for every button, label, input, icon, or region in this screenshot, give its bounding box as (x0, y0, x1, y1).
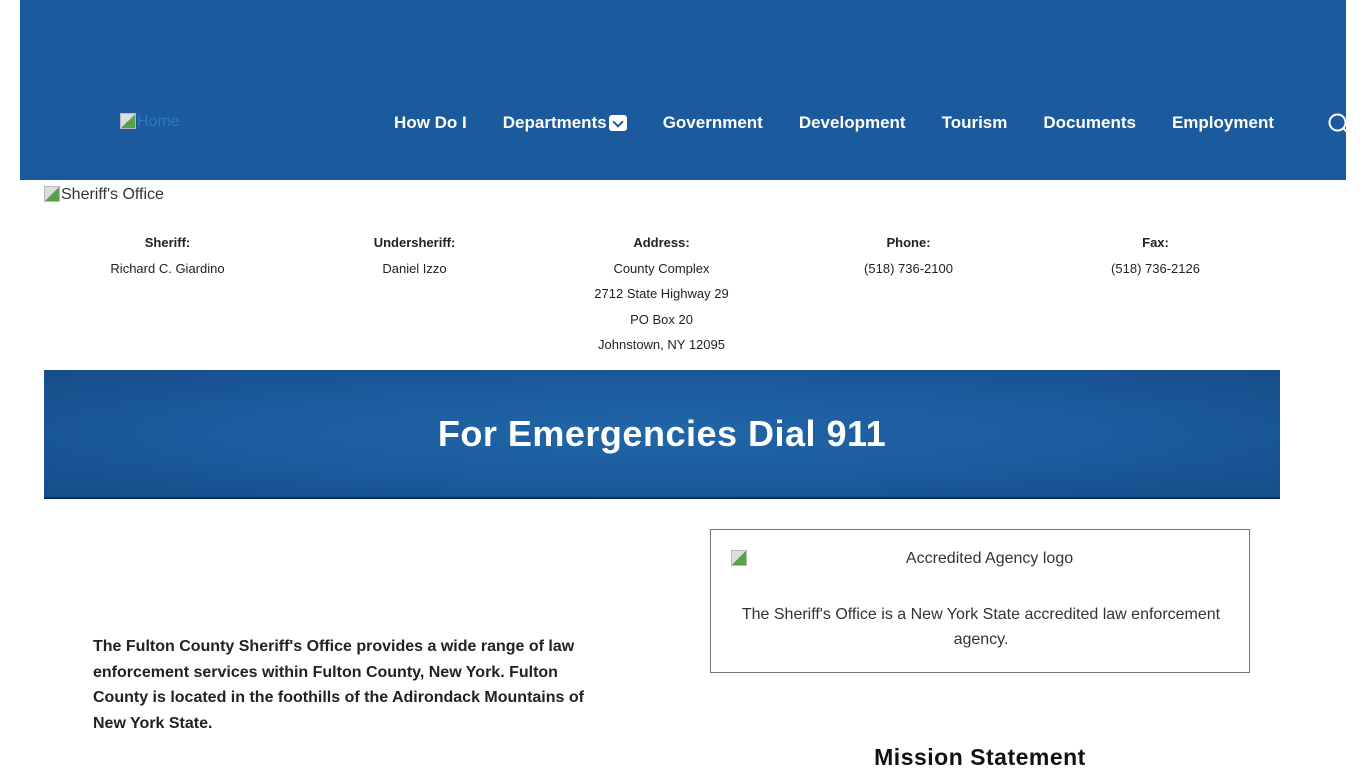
accreditation-text: The Sheriff's Office is a New York State accredited law enforcement agency. (741, 606, 1221, 648)
contact-info (44, 230, 1280, 358)
info-undersheriff (291, 230, 538, 358)
logo-alt-text: Home (137, 113, 180, 130)
sheriffs-office-image (44, 186, 164, 204)
main-nav (358, 113, 1274, 133)
nav-departments[interactable] (503, 113, 627, 133)
info-value: (518) 736-2126 (1111, 260, 1200, 276)
info-fax (1032, 230, 1279, 358)
info-value: (518) 736-2100 (864, 260, 953, 276)
info-phone (785, 230, 1032, 358)
nav-documents[interactable]: Documents (1043, 113, 1136, 132)
nav-how-do-i[interactable]: How Do I (394, 113, 467, 132)
nav-development[interactable]: Development (798, 113, 906, 132)
info-label: Phone: (886, 235, 931, 250)
info-value: PO Box 20 (630, 311, 693, 327)
intro-paragraph: The Fulton County Sheriff's Office provides a wide range of law enforcement services within Fulton County, New York. Fulton County is located in the foothills of the Adirondack Mountains of New York State. (93, 638, 584, 732)
info-address (538, 230, 785, 358)
logo-alt-text: Accredited Agency logo (905, 550, 1074, 567)
info-sheriff (44, 230, 291, 358)
info-value: Daniel Izzo (382, 260, 447, 276)
accredited-agency-logo (731, 550, 1231, 568)
info-value: Richard C. Giardino (110, 260, 225, 276)
broken-image-icon (120, 113, 136, 129)
broken-image-icon (44, 186, 60, 202)
home-logo-link[interactable] (120, 113, 180, 131)
nav-departments-label: Departments (502, 113, 607, 132)
mission-statement-heading: Mission Statement (874, 744, 1086, 770)
info-label: Fax: (1142, 235, 1169, 250)
broken-image-icon (731, 550, 747, 566)
info-value: County Complex (613, 260, 710, 276)
info-value: 2712 State Highway 29 (594, 286, 729, 301)
chevron-down-icon[interactable] (609, 115, 627, 131)
nav-government[interactable]: Government (662, 113, 763, 132)
nav-tourism[interactable]: Tourism (941, 113, 1008, 132)
emergency-heading: For Emergencies Dial 911 (437, 412, 887, 454)
emergency-banner (44, 370, 1280, 499)
nav-employment[interactable]: Employment (1171, 113, 1274, 132)
image-alt-text: Sheriff's Office (61, 186, 164, 203)
info-label: Address: (633, 235, 690, 250)
info-value: Johnstown, NY 12095 (598, 337, 725, 352)
search-icon[interactable] (1327, 112, 1351, 136)
accreditation-box (710, 529, 1250, 673)
info-label: Sheriff: (144, 235, 191, 250)
site-header (20, 0, 1346, 180)
info-label: Undersheriff: (373, 235, 456, 250)
